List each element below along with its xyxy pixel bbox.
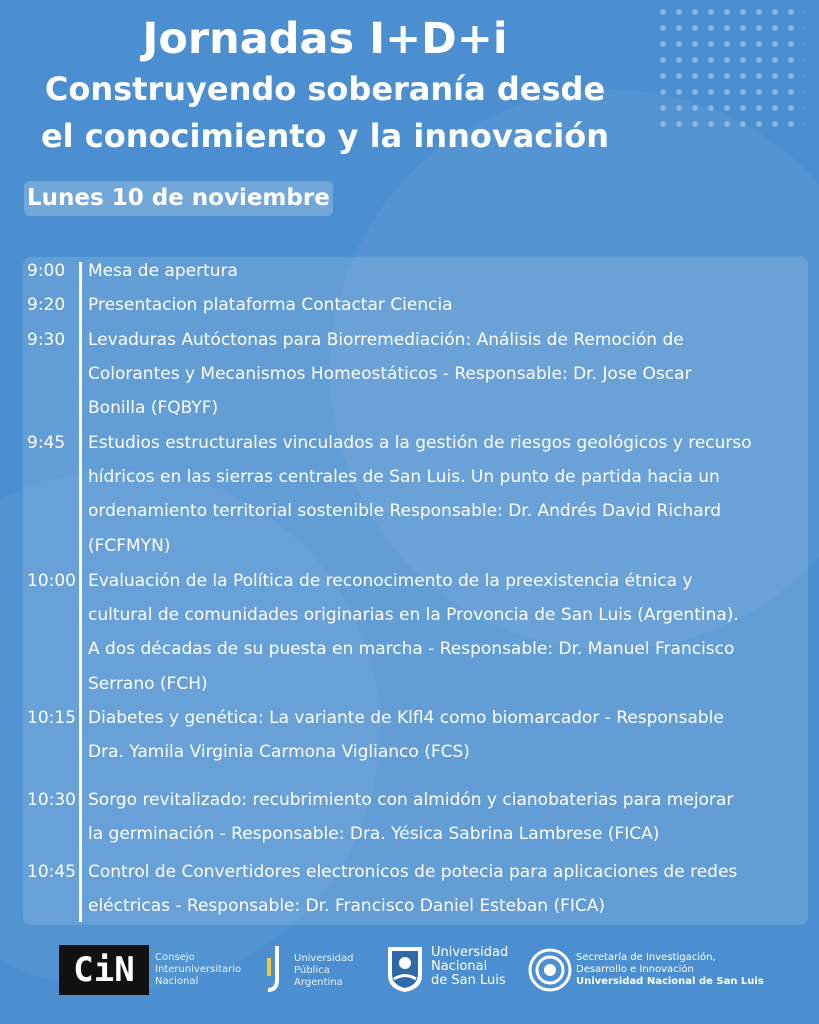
schedule-description: Presentacion plataforma Contactar Ciencia: [88, 295, 453, 315]
event-subtitle-line2: el conocimiento y la innovación: [40, 117, 610, 155]
schedule-time: 9:20: [27, 295, 66, 315]
schedule-description: Control de Convertidores electronicos de potecia para aplicaciones de redes eléctricas - Responsable: Dr. Francisco Daniel Esteban (FICA): [88, 862, 738, 917]
schedule-time: 10:45: [27, 862, 76, 882]
schedule-description: Levaduras Autóctonas para Biorremediación: Análisis de Remoción de Colorantes y Mecanismos Homeostáticos - Responsable: Dr. Jose Oscar Bonilla (FQBYF): [88, 330, 692, 419]
upa-logo-icon: [263, 944, 289, 992]
unsl-logo-text: Universidad Nacional de San Luis: [431, 945, 509, 988]
schedule-description: Diabetes y genética: La variante de Klfl4 como biomarcador - Responsable Dra. Yamila Virginia Carmona Viglianco (FCS): [88, 708, 724, 763]
schedule-description: Sorgo revitalizado: recubrimiento con almidón y cianobaterias para mejorar la germinación - Responsable: Dra. Yésica Sabrina Lambrese (FICA): [88, 790, 734, 845]
schedule-time: 9:00: [27, 261, 66, 281]
schedule-time: 9:45: [27, 433, 66, 453]
schedule-time: 10:30: [27, 790, 76, 810]
schedule-description: Mesa de apertura: [88, 261, 238, 281]
schedule-time: 10:15: [27, 708, 76, 728]
upa-logo-text: Universidad Pública Argentina: [294, 953, 354, 988]
secretaria-logo-text: Secretaría de Investigación, Desarrollo e Innovación Universidad Nacional de San Luis: [576, 952, 764, 987]
schedule-description: Estudios estructurales vinculados a la gestión de riesgos geológicos y recurso hídricos en las sierras centrales de San Luis. Un punto de partida hacia un ordenamiento territorial sostenible Responsable: Dr. Andrés David Richard (FCFMYN): [88, 433, 752, 556]
schedule-time: 9:30: [27, 330, 66, 350]
schedule-time: 10:00: [27, 571, 76, 591]
dot-pattern: [655, 4, 805, 134]
secretaria-circle-icon: [528, 948, 572, 992]
event-subtitle-line1: Construyendo soberanía desde: [44, 70, 606, 108]
schedule-divider: [79, 262, 82, 922]
unsl-shield-icon: [386, 945, 424, 993]
event-title: Jornadas I+D+i: [142, 14, 508, 64]
schedule-description: Evaluación de la Política de reconocimento de la preexistencia étnica y cultural de comunidades originarias en la Provoncia de San Luis (Argentina). A dos décadas de su puesta en marcha - Responsable: Dr. Manuel Francisco Serrano (FCH): [88, 571, 739, 694]
date-badge: Lunes 10 de noviembre: [24, 181, 333, 216]
sponsor-logos: [0, 940, 819, 1010]
cin-logo-mark: CiN: [59, 945, 149, 995]
cin-logo-text: Consejo Interuniversitario Nacional: [155, 952, 242, 987]
